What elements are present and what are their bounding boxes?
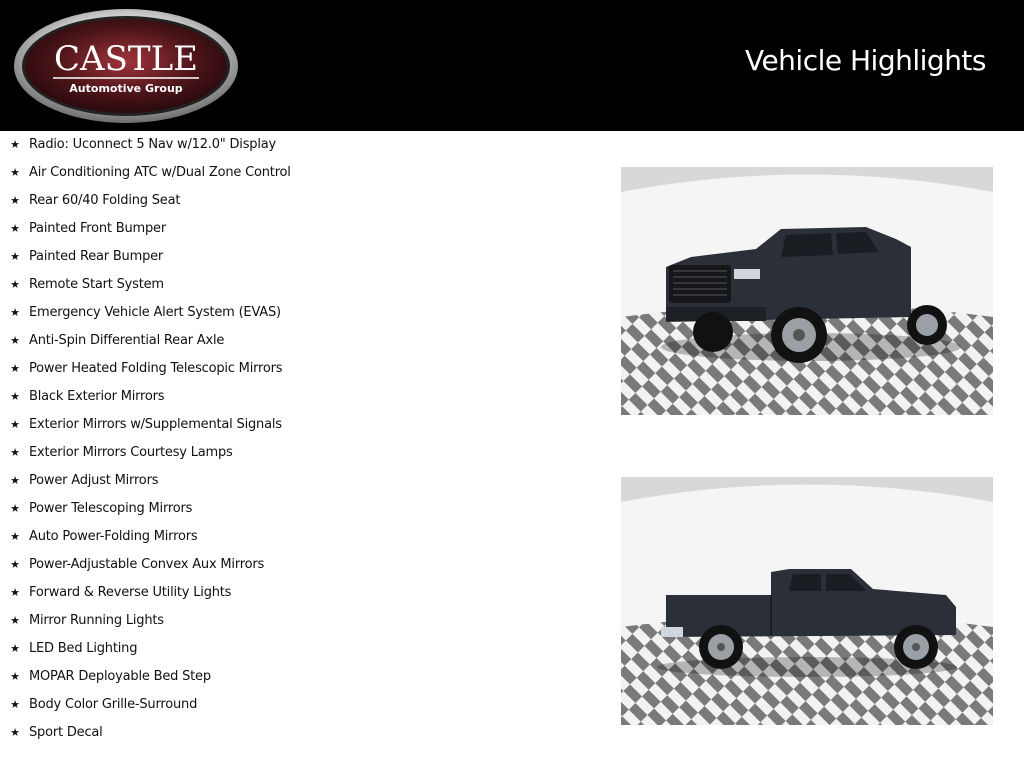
feature-item	[0, 522, 600, 550]
feature-label: Mirror Running Lights	[29, 612, 164, 628]
star-icon: ★	[10, 137, 20, 151]
feature-label: Painted Front Bumper	[29, 220, 166, 236]
feature-label: Power Telescoping Mirrors	[29, 500, 193, 516]
star-icon: ★	[10, 697, 20, 711]
star-icon: ★	[10, 361, 20, 375]
feature-item	[0, 690, 600, 718]
feature-label: Air Conditioning ATC w/Dual Zone Control	[29, 164, 291, 180]
feature-item	[0, 606, 600, 634]
feature-label: Auto Power-Folding Mirrors	[29, 528, 198, 544]
feature-label: Rear 60/40 Folding Seat	[29, 192, 181, 208]
feature-label: Body Color Grille-Surround	[29, 696, 198, 712]
feature-label: Anti-Spin Differential Rear Axle	[29, 332, 225, 348]
star-icon: ★	[10, 585, 20, 599]
star-icon: ★	[10, 333, 20, 347]
castle-logo[interactable]	[13, 8, 239, 124]
feature-label: MOPAR Deployable Bed Step	[29, 668, 211, 684]
feature-item	[0, 466, 600, 494]
feature-label: Power Heated Folding Telescopic Mirrors	[29, 360, 283, 376]
page-title: Vehicle Highlights	[744, 44, 986, 77]
header-banner	[0, 0, 1024, 131]
star-icon: ★	[10, 277, 20, 291]
feature-label: Power Adjust Mirrors	[29, 472, 159, 488]
feature-item	[0, 718, 600, 746]
star-icon: ★	[10, 305, 20, 319]
feature-item	[0, 298, 600, 326]
feature-label: Remote Start System	[29, 276, 164, 292]
feature-label: Radio: Uconnect 5 Nav w/12.0" Display	[29, 136, 277, 152]
star-icon: ★	[10, 249, 20, 263]
star-icon: ★	[10, 193, 20, 207]
feature-label: Black Exterior Mirrors	[29, 388, 165, 404]
star-icon: ★	[10, 165, 20, 179]
feature-label: Sport Decal	[29, 724, 103, 740]
star-icon: ★	[10, 613, 20, 627]
feature-item	[0, 242, 600, 270]
feature-item	[0, 158, 600, 186]
feature-item	[0, 550, 600, 578]
vehicle-photo-front[interactable]	[621, 167, 993, 415]
feature-item	[0, 662, 600, 690]
feature-list	[0, 130, 600, 746]
feature-label: Power-Adjustable Convex Aux Mirrors	[29, 556, 265, 572]
star-icon: ★	[10, 557, 20, 571]
feature-label: Exterior Mirrors Courtesy Lamps	[29, 444, 233, 460]
logo-tagline-text: Automotive Group	[69, 82, 183, 95]
feature-label: Painted Rear Bumper	[29, 248, 164, 264]
star-icon: ★	[10, 725, 20, 739]
feature-item	[0, 270, 600, 298]
star-icon: ★	[10, 389, 20, 403]
vehicle-photo-side[interactable]	[621, 477, 993, 725]
logo-brand-text: CASTLE	[54, 39, 198, 79]
star-icon: ★	[10, 417, 20, 431]
feature-item	[0, 214, 600, 242]
star-icon: ★	[10, 501, 20, 515]
feature-item	[0, 354, 600, 382]
feature-item	[0, 578, 600, 606]
star-icon: ★	[10, 641, 20, 655]
feature-label: Forward & Reverse Utility Lights	[29, 584, 232, 600]
feature-item	[0, 634, 600, 662]
star-icon: ★	[10, 445, 20, 459]
star-icon: ★	[10, 529, 20, 543]
star-icon: ★	[10, 221, 20, 235]
feature-item	[0, 186, 600, 214]
feature-label: LED Bed Lighting	[29, 640, 138, 656]
feature-item	[0, 410, 600, 438]
star-icon: ★	[10, 473, 20, 487]
feature-item	[0, 438, 600, 466]
feature-item	[0, 130, 600, 158]
star-icon: ★	[10, 669, 20, 683]
feature-label: Exterior Mirrors w/Supplemental Signals	[29, 416, 282, 432]
feature-item	[0, 326, 600, 354]
feature-item	[0, 382, 600, 410]
feature-item	[0, 494, 600, 522]
feature-label: Emergency Vehicle Alert System (EVAS)	[29, 304, 281, 320]
